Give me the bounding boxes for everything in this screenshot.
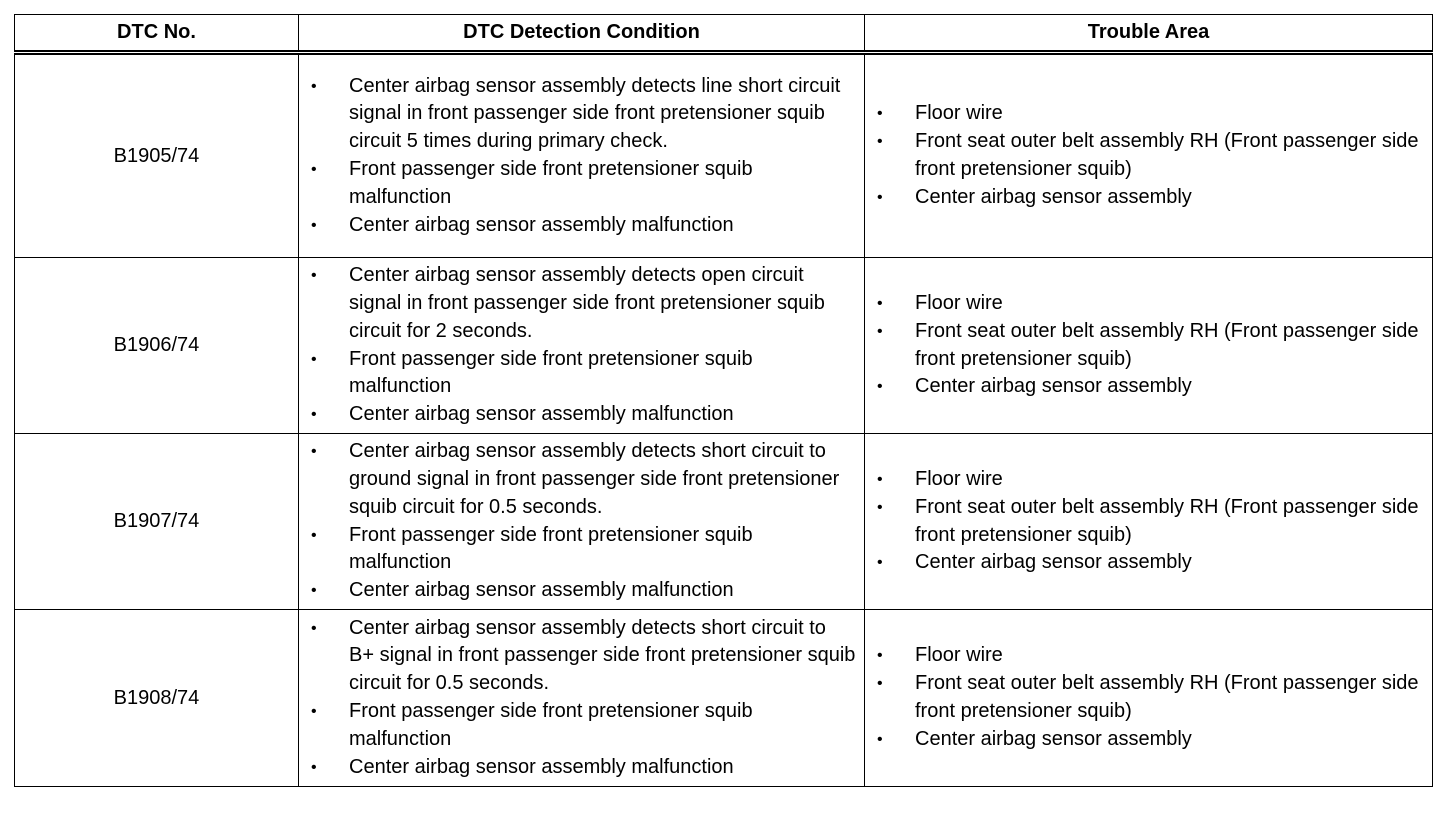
list-item (299, 438, 864, 521)
area-text: Front seat outer belt assembly RH (Front passenger side front pretensioner squib) (915, 319, 1419, 370)
bullet-icon: • (877, 378, 883, 396)
list-item (299, 401, 864, 429)
list-item (865, 549, 1432, 577)
trouble-area-list (865, 642, 1432, 753)
condition-text: Front passenger side front pretensioner squib malfunction (349, 523, 753, 574)
detection-condition-cell (299, 53, 865, 258)
list-item (299, 156, 864, 212)
list-item (865, 290, 1432, 318)
bullet-icon: • (311, 350, 317, 368)
bullet-icon: • (311, 161, 317, 178)
trouble-area-cell (865, 258, 1433, 434)
trouble-area-list (865, 100, 1432, 211)
list-item (865, 100, 1432, 128)
condition-text: Center airbag sensor assembly detects short circuit to ground signal in front passenger side front pretensioner squib circuit for 0.5 seconds. (349, 440, 840, 518)
condition-list (299, 262, 864, 429)
condition-text: Center airbag sensor assembly malfunction (349, 755, 734, 778)
condition-text: Center airbag sensor assembly malfunction (349, 213, 734, 236)
dtc-code: B1905/74 (15, 53, 299, 258)
area-text: Center airbag sensor assembly (915, 727, 1192, 750)
detection-condition-cell (299, 258, 865, 434)
dtc-code: B1908/74 (15, 610, 299, 787)
bullet-icon: • (311, 77, 317, 95)
list-item (299, 577, 864, 605)
bullet-icon: • (877, 294, 883, 312)
table-row (15, 258, 1433, 434)
area-text: Floor wire (915, 467, 1003, 490)
bullet-icon: • (311, 619, 317, 637)
header-dtc-no: DTC No. (15, 15, 299, 53)
condition-list (299, 73, 864, 240)
area-text: Center airbag sensor assembly (915, 375, 1192, 398)
bullet-icon: • (311, 758, 317, 776)
bullet-icon: • (877, 675, 883, 693)
trouble-area-cell (865, 53, 1433, 258)
list-item (299, 754, 864, 782)
list-item (299, 346, 864, 402)
condition-text: Center airbag sensor assembly detects line short circuit signal in front passenger side front pretensioner squib circuit 5 times during primary check. (349, 74, 841, 153)
bullet-icon: • (311, 406, 317, 424)
detection-condition-cell (299, 434, 865, 610)
area-text: Floor wire (915, 291, 1003, 314)
list-item (299, 698, 864, 754)
area-text: Floor wire (915, 644, 1003, 667)
list-item (299, 522, 864, 578)
table-row (15, 434, 1433, 610)
bullet-icon: • (877, 188, 883, 206)
area-text: Center airbag sensor assembly (915, 185, 1192, 208)
trouble-area-cell (865, 434, 1433, 610)
condition-text: Front passenger side front pretensioner squib malfunction (349, 700, 753, 750)
detection-condition-cell (299, 610, 865, 787)
bullet-icon: • (311, 526, 317, 544)
dtc-table (14, 14, 1433, 787)
area-text: Center airbag sensor assembly (915, 551, 1192, 574)
bullet-icon: • (877, 498, 883, 516)
condition-text: Center airbag sensor assembly malfunction (349, 403, 734, 426)
header-trouble-area: Trouble Area (865, 15, 1433, 53)
list-item (865, 373, 1432, 401)
table-row (15, 610, 1433, 787)
area-text: Front seat outer belt assembly RH (Front passenger side front pretensioner squib) (915, 130, 1419, 180)
dtc-code: B1906/74 (15, 258, 299, 434)
bullet-icon: • (877, 322, 883, 340)
bullet-icon: • (877, 133, 883, 151)
list-item (865, 670, 1432, 726)
condition-text: Front passenger side front pretensioner squib malfunction (349, 158, 753, 208)
bullet-icon: • (311, 267, 317, 285)
table-header-row (15, 15, 1433, 53)
table-row (15, 53, 1433, 258)
trouble-area-list (865, 466, 1432, 577)
bullet-icon: • (877, 105, 883, 123)
condition-text: Center airbag sensor assembly detects short circuit to B+ signal in front passenger side front pretensioner squib circuit for 0.5 seconds. (349, 616, 856, 695)
area-text: Front seat outer belt assembly RH (Front passenger side front pretensioner squib) (915, 495, 1419, 546)
condition-text: Front passenger side front pretensioner squib malfunction (349, 347, 753, 398)
list-item (865, 642, 1432, 670)
trouble-area-cell (865, 610, 1433, 787)
list-item (299, 73, 864, 156)
list-item (865, 318, 1432, 374)
bullet-icon: • (877, 554, 883, 572)
area-text: Front seat outer belt assembly RH (Front passenger side front pretensioner squib) (915, 672, 1419, 722)
list-item (865, 726, 1432, 754)
list-item (865, 466, 1432, 494)
condition-list (299, 438, 864, 605)
condition-text: Center airbag sensor assembly detects open circuit signal in front passenger side front pretensioner squib circuit for 2 seconds. (349, 264, 825, 342)
bullet-icon: • (877, 647, 883, 665)
list-item (299, 262, 864, 345)
list-item (865, 184, 1432, 212)
trouble-area-list (865, 290, 1432, 401)
bullet-icon: • (311, 582, 317, 600)
list-item (299, 615, 864, 698)
list-item (865, 494, 1432, 550)
area-text: Floor wire (915, 102, 1003, 125)
list-item (865, 128, 1432, 184)
dtc-code: B1907/74 (15, 434, 299, 610)
condition-list (299, 615, 864, 782)
bullet-icon: • (311, 443, 317, 461)
bullet-icon: • (877, 470, 883, 488)
condition-text: Center airbag sensor assembly malfunction (349, 579, 734, 602)
bullet-icon: • (311, 703, 317, 720)
header-detection-condition: DTC Detection Condition (299, 15, 865, 53)
bullet-icon: • (311, 216, 317, 234)
bullet-icon: • (877, 730, 883, 748)
list-item (299, 212, 864, 240)
